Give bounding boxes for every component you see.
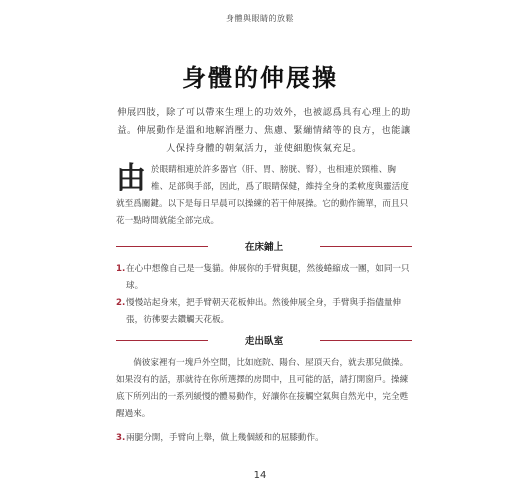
- list-item-text: 在心中想像自己是一隻貓。伸展你的手臂與腿，然後蜷縮成一團，如同一只球。: [126, 264, 410, 291]
- list-item-number: 1.: [116, 264, 126, 274]
- section-bed-list: [116, 261, 412, 329]
- drop-cap: 由: [116, 161, 146, 196]
- section-bedroom-body: [116, 355, 412, 423]
- opening-paragraph: [116, 162, 412, 230]
- heading-rule-right: [320, 340, 412, 341]
- running-head: 身體與眼睛的放鬆: [226, 14, 294, 23]
- intro-paragraph: 伸展四肢，除了可以帶來生理上的功效外，也被認爲具有心理上的助益。伸展動作是溫和地解消壓力、焦慮、緊繃情緒等的良方，也能讓人保持身體的朝氣活力，並使細胞恢氣充足。: [117, 107, 411, 154]
- page-number: 14: [253, 470, 267, 481]
- section-heading-bedroom: [116, 333, 412, 347]
- list-item-text: 慢慢站起身來，把手臂朝天花板伸出。然後伸展全身，手臂與手指儘量伸張，彷彿要去鑽觸天花板。: [126, 298, 402, 325]
- list-item: [116, 295, 412, 329]
- body-paragraph: 倘彼家裡有一塊戶外空間，比如庭院、陽台、屋頂天台，就去那兒做操。如果沒有的話，那就待在你所選擇的房間中，且可能的話，請打開窗戶。操練底下所列出的一系列緩慢的體易動作，好讓你在接觸空氣與自然光中，完全甦醒過來。: [116, 358, 409, 419]
- section-heading-label: 走出臥室: [244, 336, 284, 347]
- opening-paragraph-text: 於眼睛相連於許多器官（肝、胃、膀胱、腎），也相連於頸椎、胸椎、足部與手部，因此，爲了眼睛保健，維持全身的柔軟度與靈活度就至爲關鍵。以下是每日早晨可以操練的若干伸展操。它的動作簡單，而且只花一點時間就能全部完成。: [116, 165, 409, 226]
- heading-rule-right: [320, 246, 412, 247]
- section-heading-label: 在床鋪上: [244, 242, 284, 253]
- section-bedroom-list: [116, 430, 412, 447]
- page-title: 身體的伸展操: [182, 64, 338, 92]
- list-item-number: 3.: [116, 433, 126, 443]
- list-item-text: 兩腿分開，手臂向上舉，做上幾個緩和的屈膝動作。: [126, 433, 324, 443]
- list-item: [116, 430, 412, 447]
- section-heading-bed: [116, 239, 412, 253]
- list-item-number: 2.: [116, 298, 126, 308]
- list-item: [116, 261, 412, 295]
